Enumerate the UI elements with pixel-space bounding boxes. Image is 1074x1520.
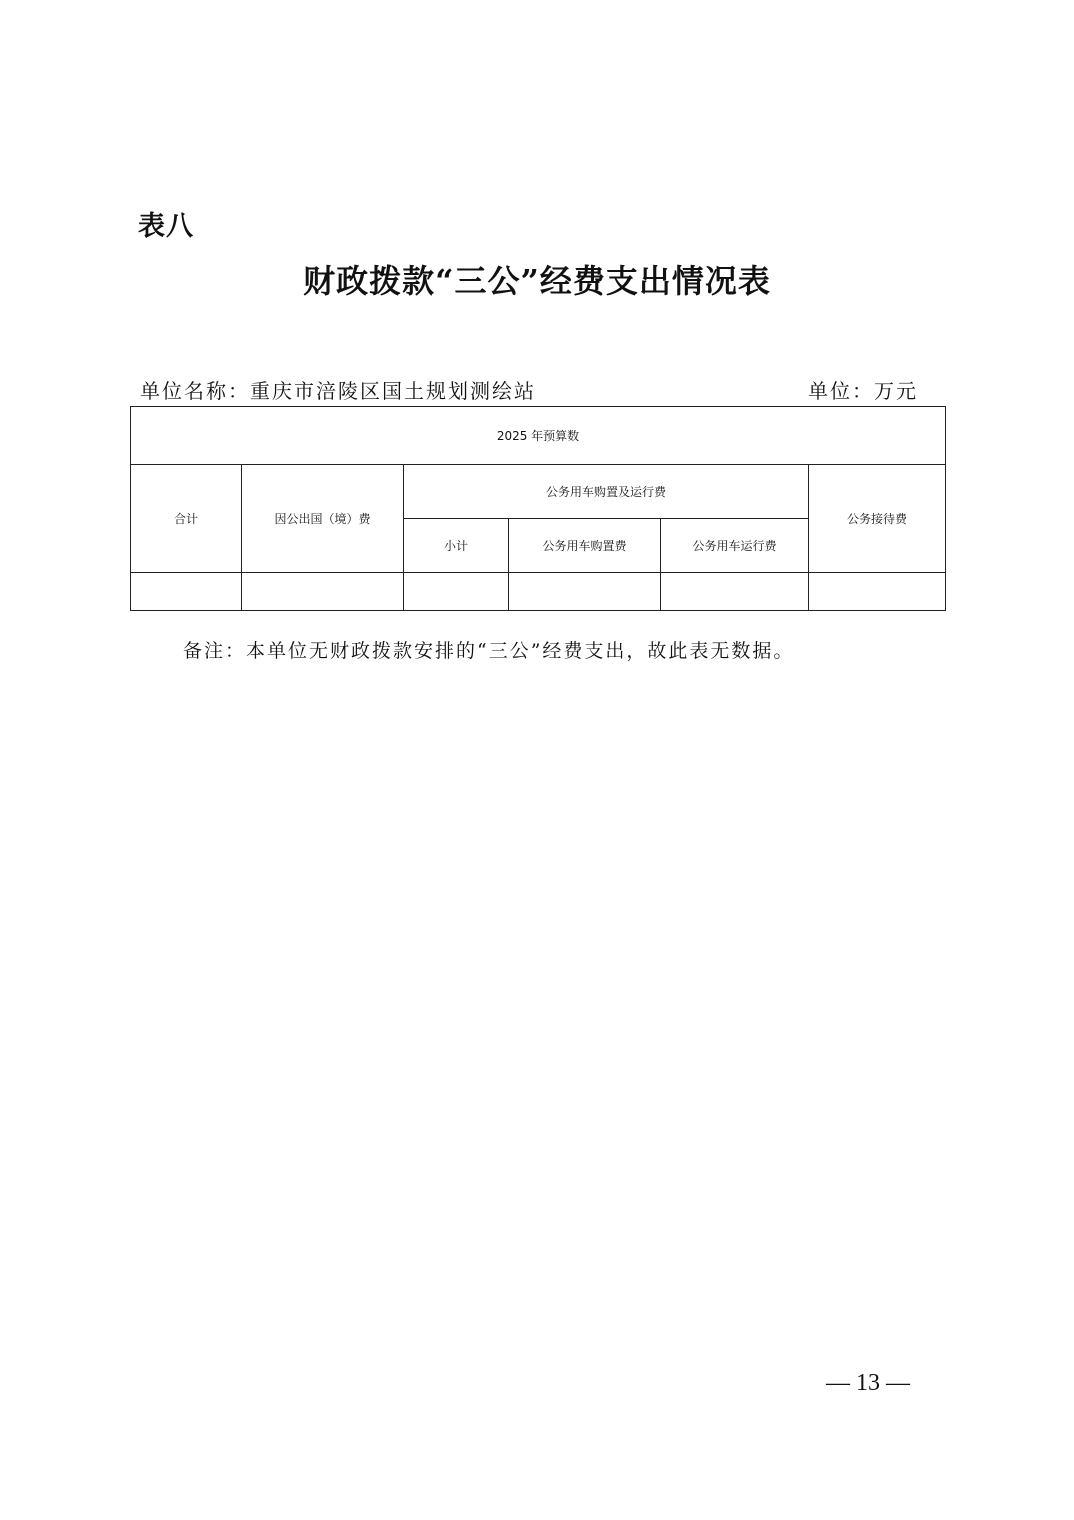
table-header-row [131,407,946,465]
header-vehicle-group: 公务用车购置及运行费 [404,465,809,519]
header-reception: 公务接待费 [809,465,946,573]
header-total: 合计 [131,465,242,573]
budget-table [130,406,946,611]
table-cell-subtotal [404,573,509,611]
header-overseas: 因公出国（境）费 [242,465,404,573]
page-title: 财政拨款“三公”经费支出情况表 [303,262,771,300]
unit-name: 单位名称：重庆市涪陵区国土规划测绘站 [140,379,536,403]
table-note: 备注：本单位无财政拨款安排的“三公”经费支出，故此表无数据。 [183,640,795,662]
header-budget-year: 2025 年预算数 [131,407,946,465]
table-label: 表八 [138,211,194,242]
table-cell-overseas [242,573,404,611]
table-row [131,573,946,611]
table-cell-vehicle-purchase [509,573,661,611]
header-subtotal: 小计 [404,519,509,573]
table-cell-reception [809,573,946,611]
unit-info-row [140,375,918,405]
header-vehicle-operation: 公务用车运行费 [661,519,809,573]
page-number: — 13 — [826,1370,910,1396]
header-vehicle-purchase: 公务用车购置费 [509,519,661,573]
table-header-row [131,465,946,519]
table-cell-total [131,573,242,611]
unit-measure: 单位：万元 [808,379,918,403]
table-cell-vehicle-operation [661,573,809,611]
